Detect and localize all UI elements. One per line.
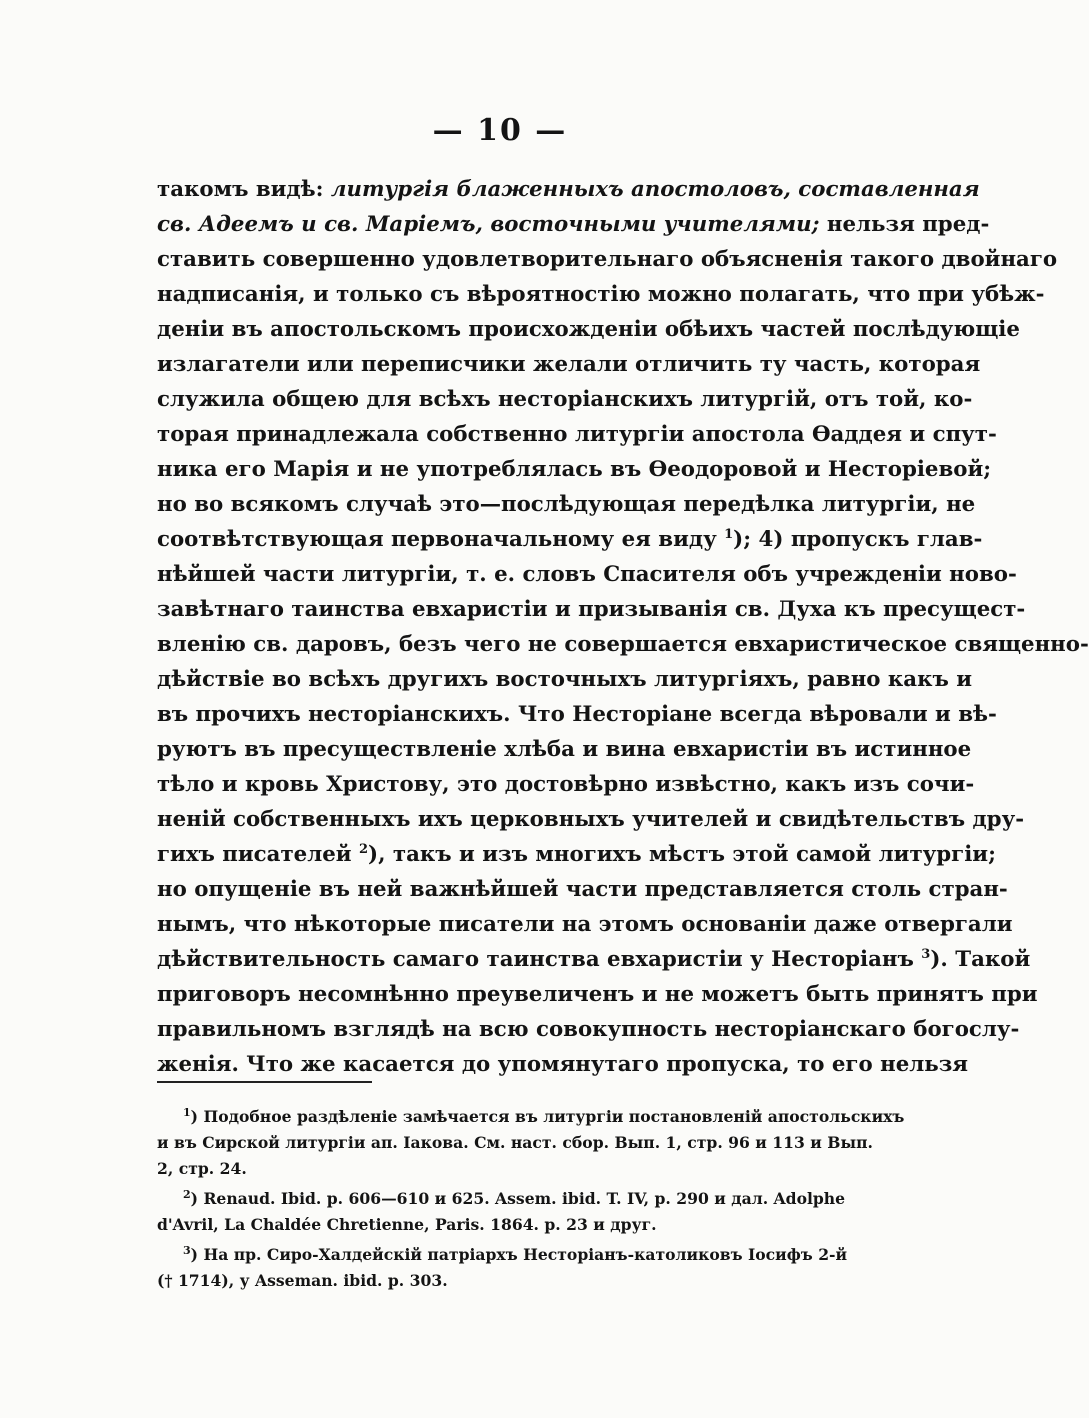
text-run: женія. Что же касается до упомянутаго пропуска, то его нельзя bbox=[157, 1052, 969, 1077]
text-line bbox=[157, 732, 972, 767]
text-run: вленію св. даровъ, безъ чего не совершается евхаристическое священно- bbox=[157, 632, 1089, 657]
text-line bbox=[157, 627, 1089, 662]
body-text bbox=[157, 172, 1089, 1082]
text-line bbox=[157, 172, 980, 207]
text-run: ), такъ и изъ многихъ мѣстъ этой самой литургіи; bbox=[368, 842, 996, 867]
footnote-line bbox=[157, 1130, 873, 1156]
text-run: ) Подобное раздѣленіе замѣчается въ литургіи постановленій апостольскихъ bbox=[190, 1107, 905, 1126]
text-line bbox=[157, 207, 990, 242]
text-line bbox=[157, 522, 983, 557]
text-line bbox=[157, 592, 1026, 627]
text-run: нѣйшей части литургіи, т. е. словъ Спасителя объ учрежденіи ново- bbox=[157, 562, 1017, 587]
footnote bbox=[157, 1104, 905, 1182]
text-run: 2, стр. 24. bbox=[157, 1159, 247, 1178]
footnote-ref: 3 bbox=[183, 1244, 191, 1257]
footnote-ref: 1 bbox=[183, 1106, 191, 1119]
text-run: ставить совершенно удовлетворительнаго объясненія такого двойнаго bbox=[157, 247, 1058, 272]
footnotes bbox=[157, 1104, 905, 1298]
footnote-ref: 3 bbox=[921, 947, 931, 962]
text-line bbox=[157, 802, 1025, 837]
text-run: († 1714), у Asseman. ibid. p. 303. bbox=[157, 1271, 448, 1290]
text-run: тѣло и кровь Христову, это достовѣрно извѣстно, какъ изъ сочи- bbox=[157, 772, 975, 797]
text-run: и въ Сирской литургіи ап. Іакова. См. наст. сбор. Вып. 1, стр. 96 и 113 и Вып. bbox=[157, 1133, 873, 1152]
text-line bbox=[157, 837, 996, 872]
text-run: руютъ въ пресуществленіе хлѣба и вина евхаристіи въ истинное bbox=[157, 737, 972, 762]
text-line bbox=[157, 557, 1017, 592]
text-run: ) На пр. Сиро-Халдейскій патріархъ Несторіанъ-католиковъ Іосифъ 2-й bbox=[190, 1245, 848, 1264]
text-run: деніи въ апостольскомъ происхожденіи обѣихъ частей послѣдующіе bbox=[157, 317, 1020, 342]
footnote-line bbox=[157, 1156, 815, 1182]
text-line bbox=[157, 487, 976, 522]
text-line bbox=[157, 277, 1045, 312]
footnote-ref: 1 bbox=[724, 527, 734, 542]
text-line bbox=[157, 347, 981, 382]
text-run: гихъ писателей bbox=[157, 842, 359, 867]
text-run: дѣйствіе во всѣхъ другихъ восточныхъ литургіяхъ, равно какъ и bbox=[157, 667, 973, 692]
text-line bbox=[157, 382, 973, 417]
text-run: дѣйствительность самаго таинства евхаристіи у Несторіанъ bbox=[157, 947, 922, 972]
text-run: соотвѣтствующая первоначальному ея виду bbox=[157, 527, 725, 552]
italic-text: литургія блаженныхъ апостоловъ, составленная bbox=[330, 177, 980, 202]
text-run: d'Avril, La Chaldée Chretienne, Paris. 1864. p. 23 и друг. bbox=[157, 1215, 657, 1234]
text-line bbox=[157, 907, 1013, 942]
footnote-divider bbox=[157, 1081, 372, 1083]
footnote-line bbox=[157, 1104, 905, 1130]
footnote bbox=[157, 1242, 848, 1294]
text-run: ); 4) пропускъ глав- bbox=[733, 527, 983, 552]
text-line bbox=[157, 312, 1020, 347]
text-line bbox=[157, 662, 973, 697]
text-run: ) Renaud. Ibid. p. 606—610 и 625. Assem. ibid. T. IV, p. 290 и дал. Adolphe bbox=[190, 1189, 846, 1208]
text-run: но во всякомъ случаѣ это—послѣдующая передѣлка литургіи, не bbox=[157, 492, 976, 517]
text-line bbox=[157, 872, 1008, 907]
text-run: въ прочихъ несторіанскихъ. Что Несторіане всегда вѣровали и вѣ- bbox=[157, 702, 997, 727]
text-run: правильномъ взглядѣ на всю совокупность несторіанскаго богослу- bbox=[157, 1017, 1020, 1042]
text-run: торая принадлежала собственно литургіи апостола Ѳаддея и спут- bbox=[157, 422, 997, 447]
text-run: ). Такой bbox=[930, 947, 1031, 972]
text-line bbox=[157, 242, 1058, 277]
footnote bbox=[157, 1186, 846, 1238]
footnote-line bbox=[157, 1242, 848, 1268]
text-run: приговоръ несомнѣнно преувеличенъ и не можетъ быть принятъ при bbox=[157, 982, 1038, 1007]
text-run: служила общею для всѣхъ несторіанскихъ литургій, отъ той, ко- bbox=[157, 387, 973, 412]
italic-text: св. Адеемъ и св. Маріемъ, восточными учителями; bbox=[157, 212, 820, 237]
footnote-gap bbox=[157, 1294, 815, 1298]
text-line bbox=[157, 1012, 1020, 1047]
text-line bbox=[157, 1047, 969, 1082]
page-number: — 10 — bbox=[432, 113, 568, 148]
footnote-line bbox=[157, 1186, 846, 1212]
text-run: неній собственныхъ ихъ церковныхъ учителей и свидѣтельствъ дру- bbox=[157, 807, 1025, 832]
text-run: но опущеніе въ ней важнѣйшей части представляется столь стран- bbox=[157, 877, 1008, 902]
footnote-ref: 2 bbox=[358, 842, 369, 857]
text-line bbox=[157, 452, 992, 487]
text-run: такомъ видѣ: bbox=[157, 177, 331, 202]
text-run: нымъ, что нѣкоторые писатели на этомъ основаніи даже отвергали bbox=[157, 912, 1013, 937]
footnote-ref: 2 bbox=[183, 1188, 191, 1201]
footnote-line bbox=[157, 1268, 815, 1294]
text-line bbox=[157, 942, 1031, 977]
text-run: ника его Марія и не употреблялась въ Ѳеодоровой и Несторіевой; bbox=[157, 457, 992, 482]
text-line bbox=[157, 767, 975, 802]
text-run: надписанія, и только съ вѣроятностію можно полагать, что при убѣж- bbox=[157, 282, 1045, 307]
text-run: завѣтнаго таинства евхаристіи и призыванія св. Духа къ пресущест- bbox=[157, 597, 1026, 622]
text-run: излагатели или переписчики желали отличить ту часть, которая bbox=[157, 352, 981, 377]
text-line bbox=[157, 417, 997, 452]
text-run: нельзя пред- bbox=[819, 212, 990, 237]
text-line bbox=[157, 977, 1038, 1012]
text-line bbox=[157, 697, 997, 732]
footnote-line bbox=[157, 1212, 815, 1238]
